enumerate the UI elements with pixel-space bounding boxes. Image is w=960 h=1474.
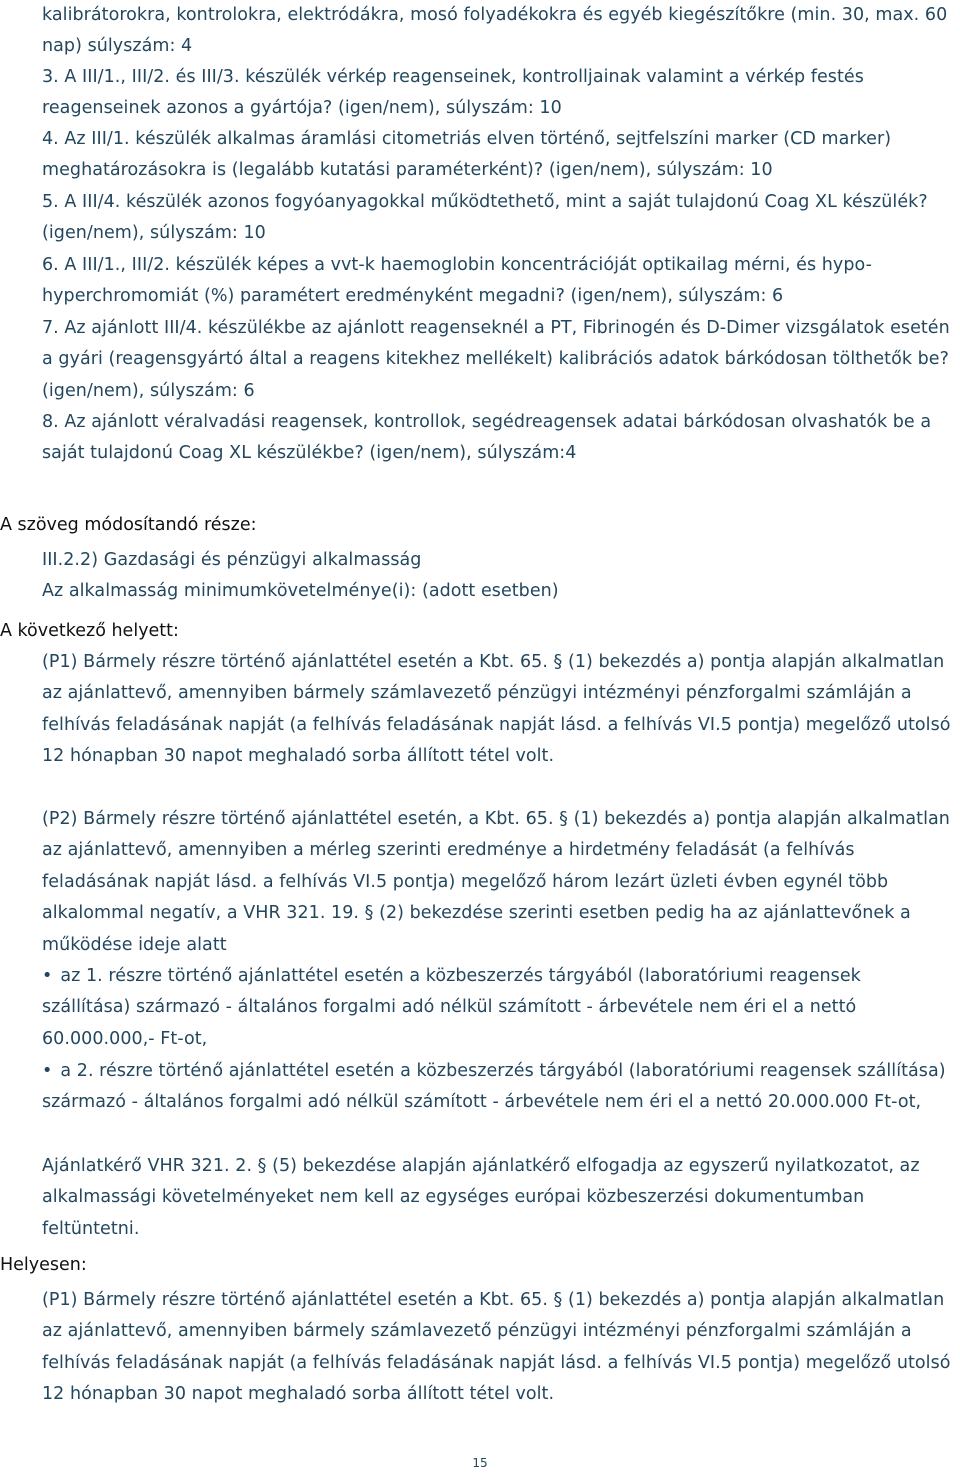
- instead-p1-paragraph: (P1) Bármely részre történő ajánlattétel esetén a Kbt. 65. § (1) bekezdés a) pontja alapján alkalmatlan az ajánlattevő, amennyiben bármely számlavezető pénzügyi intézményi pénzforgalmi számláján a felhívás feladásának napját (a felhívás feladásának napját lásd. a felhívás VI.5 pontja) megelőző utolsó 12 hónapban 30 napot meghaladó sorba állított tétel volt.: [42, 652, 951, 767]
- modify-line-section: III.2.2) Gazdasági és pénzügyi alkalmasság: [42, 550, 422, 570]
- section-heading-correct: Helyesen:: [0, 1255, 87, 1275]
- instead-bullet-part1: • az 1. részre történő ajánlattétel esetén a közbeszerzés tárgyából (laboratóriumi reagensek szállítása) származó - általános forgalmi adó nélkül számított - árbevétele nem éri el a nettó 60.000.000,- Ft-ot,: [42, 961, 954, 1055]
- instead-closing-paragraph: Ajánlatkérő VHR 321. 2. § (5) bekezdése alapján ajánlatkérő elfogadja az egyszerű nyilatkozatot, az alkalmassági követelményeket nem kell az egységes európai közbeszerzési dokumentumban feltüntetni.: [42, 1156, 920, 1239]
- modify-line-requirement: Az alkalmasság minimumkövetelménye(i): (adott esetben): [42, 581, 559, 601]
- section-heading-modify: A szöveg módosítandó része:: [0, 515, 257, 535]
- criterion-item-7: 7. Az ajánlott III/4. készülékbe az ajánlott reagenseknél a PT, Fibrinogén és D-Dimer vizsgálatok esetén a gyári (reagensgyártó által a reagens kitekhez mellékelt) kalibrációs adatok bárkódosan tölthetők be? (igen/nem), súlyszám: 6: [42, 318, 950, 401]
- criterion-item-5: 5. A III/4. készülék azonos fogyóanyagokkal működtethető, mint a saját tulajdonú Coag XL készülék? (igen/nem), súlyszám: 10: [42, 192, 928, 244]
- correct-p1-paragraph: (P1) Bármely részre történő ajánlattétel esetén a Kbt. 65. § (1) bekezdés a) pontja alapján alkalmatlan az ajánlattevő, amennyiben bármely számlavezető pénzügyi intézményi pénzforgalmi számláján a felhívás feladásának napját (a felhívás feladásának napját lásd. a felhívás VI.5 pontja) megelőző utolsó 12 hónapban 30 napot meghaladó sorba állított tétel volt.: [42, 1290, 951, 1405]
- instead-bullet-part2: • a 2. részre történő ajánlattétel esetén a közbeszerzés tárgyából (laboratóriumi reagensek szállítása) származó - általános forgalmi adó nélkül számított - árbevétele nem éri el a nettó 20.000.000 Ft-ot,: [42, 1056, 954, 1119]
- criterion-item-3: 3. A III/1., III/2. és III/3. készülék vérkép reagenseinek, kontrolljainak valamint a vérkép festés reagenseinek azonos a gyártója? (igen/nem), súlyszám: 10: [42, 67, 864, 119]
- section-heading-instead: A következő helyett:: [0, 621, 179, 641]
- criterion-item-6: 6. A III/1., III/2. készülék képes a vvt-k haemoglobin koncentrációját optikailag mérni, és hypo- hyperchromomiát (%) paramétert eredményként megadni? (igen/nem), súlyszám: 6: [42, 255, 872, 307]
- criterion-item-4: 4. Az III/1. készülék alkalmas áramlási citometriás elven történő, sejtfelszíni marker (CD marker) meghatározásokra is (legalább kutatási paraméterként)? (igen/nem), súlyszám: 10: [42, 129, 892, 181]
- criterion-item-8: 8. Az ajánlott véralvadási reagensek, kontrollok, segédreagensek adatai bárkódosan olvashatók be a saját tulajdonú Coag XL készülékbe? (igen/nem), súlyszám:4: [42, 412, 932, 464]
- page-number: 15: [472, 1456, 488, 1470]
- criterion-item-2: kalibrátorokra, kontrolokra, elektródákra, mosó folyadékokra és egyéb kiegészítőkre (min. 30, max. 60 nap) súlyszám: 4: [42, 5, 948, 57]
- instead-p2-paragraph: (P2) Bármely részre történő ajánlattétel esetén, a Kbt. 65. § (1) bekezdés a) pontja alapján alkalmatlan az ajánlattevő, amennyiben a mérleg szerinti eredménye a hirdetmény feladását (a felhívás feladásának napját lásd. a felhívás VI.5 pontja) megelőző három lezárt üzleti évben egynél több alkalommal negatív, a VHR 321. 19. § (2) bekezdése szerinti esetben pedig ha az ajánlattevőnek a működése ideje alatt: [42, 809, 950, 955]
